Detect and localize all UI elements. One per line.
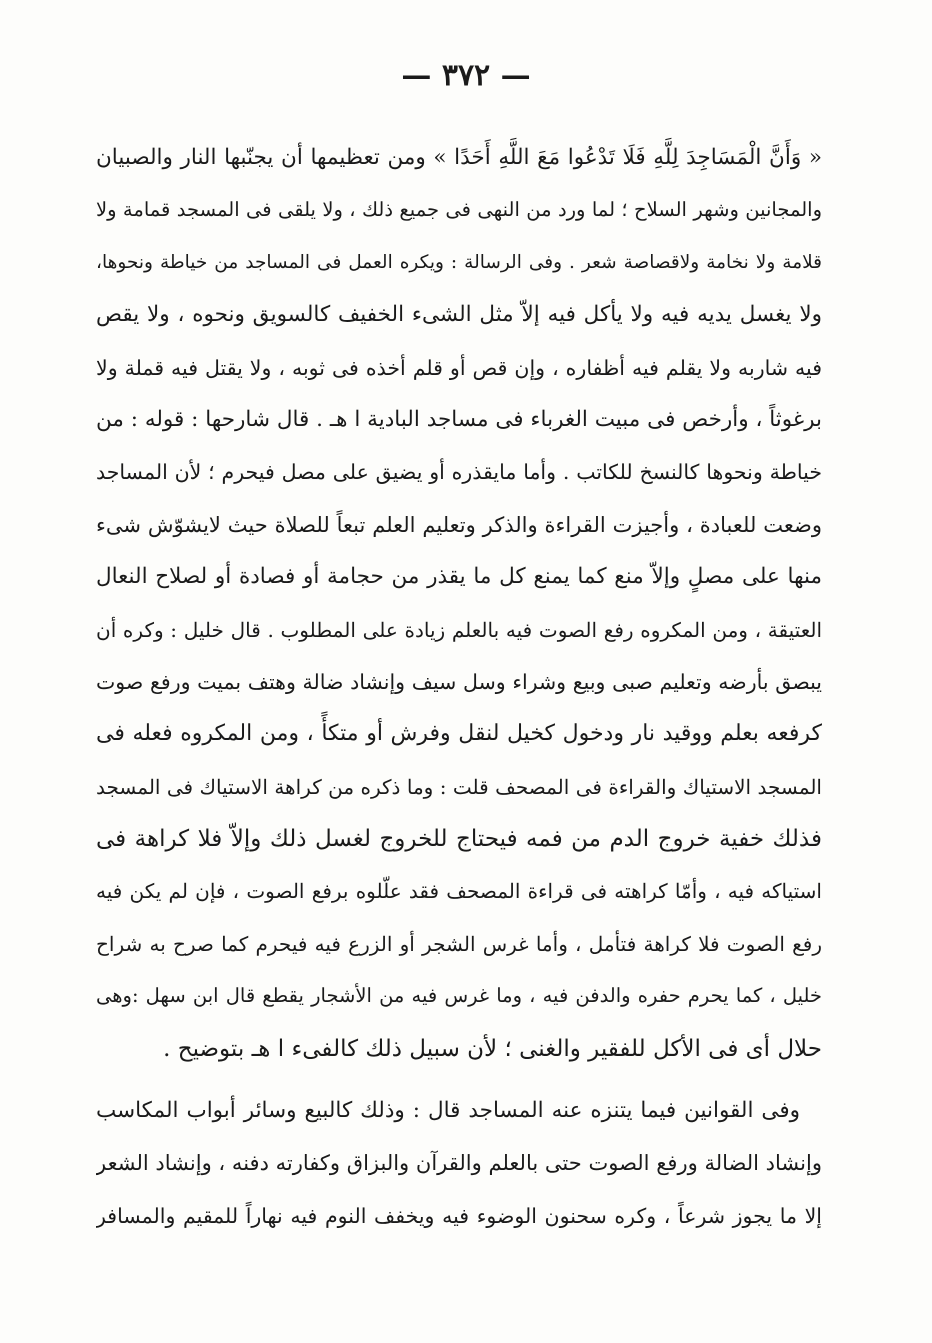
paragraph-gap — [96, 1075, 822, 1085]
page-body — [96, 132, 822, 1242]
text-line: وإنشاد الضالة ورفع الصوت حتى بالعلم والقرآن والبزاق وكفارته دفنه ، وإنشاد الشعر — [96, 1151, 822, 1176]
text-line: « وَأَنَّ الْمَسَاجِدَ لِلَّهِ فَلَا تَدْعُوا مَعَ اللَّهِ أَحَدًا » ومن تعظيمها أن يجنّبها النار والصبيان — [96, 145, 822, 170]
page-number: — ٣٧٢ — — [401, 58, 531, 93]
text-line: والمجانين وشهر السلاح ؛ لما ورد من النهى فى جميع ذلك ، ولا يلقى فى المسجد قمامة ولا — [96, 198, 822, 222]
paragraph-1 — [96, 132, 822, 1075]
text-line: إلا ما يجوز شرعاً ، وكره سحنون الوضوء فيه ويخفف النوم فيه نهاراً للمقيم والمسافر — [96, 1203, 822, 1228]
text-line: منها على مصلٍ وإلاّ منع كما يمنع كل ما يقذر من حجامة أو فصادة أو لصلاح النعال — [96, 564, 822, 590]
text-line: حلال أى فى الأكل للفقير والغنى ؛ لأن سبيل ذلك كالفىء ا هـ بتوضيح . — [163, 1035, 822, 1062]
text-line: ولا يغسل يديه فيه ولا يأكل فيه إلاّ مثل الشىء الخفيف كالسويق ونحوه ، ولا يقص — [96, 302, 822, 328]
text-line: وفى القوانين فيما يتنزه عنه المساجد قال : وذلك كالبيع وسائر أبواب المكاسب — [96, 1098, 800, 1124]
text-line: فيه شاربه ولا يقلم فيه أظفاره ، وإن قص أو قلم أخذه فى ثوبه ، ولا يقتل فيه قملة ولا — [96, 355, 822, 380]
text-line: العتيقة ، ومن المكروه رفع الصوت فيه بالعلم زيادة على المطلوب . قال خليل : وكره أن — [96, 617, 822, 642]
text-line: خليل ، كما يحرم حفره والدفن فيه ، وما غرس فيه من الأشجار يقطع قال ابن سهل :وهى — [96, 984, 822, 1008]
text-line: وضعت للعبادة ، وأجيزت القراءة والذكر وتعليم العلم تبعاً للصلاة حيث لايشوّش شىء — [96, 512, 822, 537]
text-line: برغوثاً ، وأرخص فى مبيت الغرباء فى مساجد البادية ا هـ . قال شارحها : قوله : من — [96, 406, 822, 432]
paragraph-2 — [96, 1085, 822, 1242]
text-line: خياطة ونحوها كالنسخ للكاتب . وأما مايقذره أو يضيق على مصل فيحرم ؛ لأن المساجد — [96, 460, 822, 485]
text-line: كرفعه بعلم ووقيد نار ودخول كخيل لنقل وفرش أو متكأً ، ومن المكروه فعله فى — [96, 721, 822, 747]
text-line: رفع الصوت فلا كراهة فتأمل ، وأما غرس الشجر أو الزرع فيه فيحرم كما صرح به شراح — [96, 931, 822, 956]
text-line: قلامة ولا نخامة ولاقصاصة شعر . وفى الرسالة : ويكره العمل فى المساجد من خياطة ونحوها، — [96, 251, 822, 273]
text-line: فذلك خفية خروج الدم من فمه فيحتاج للخروج لغسل ذلك وإلاّ فلا كراهة فى — [96, 826, 822, 853]
text-line: استياكه فيه ، وأمّا كراهته فى قراءة المصحف فقد علّلوه برفع الصوت ، فإن لم يكن فيه — [96, 879, 822, 904]
text-line: يبصق بأرضه وتعليم صبى وبيع وشراء وسل سيف وإنشاد ضالة وهتف بميت ورفع صوت — [96, 669, 822, 694]
text-line: المسجد الاستياك والقراءة فى المصحف قلت : وما ذكره من كراهة الاستياك فى المسجد — [96, 774, 822, 799]
